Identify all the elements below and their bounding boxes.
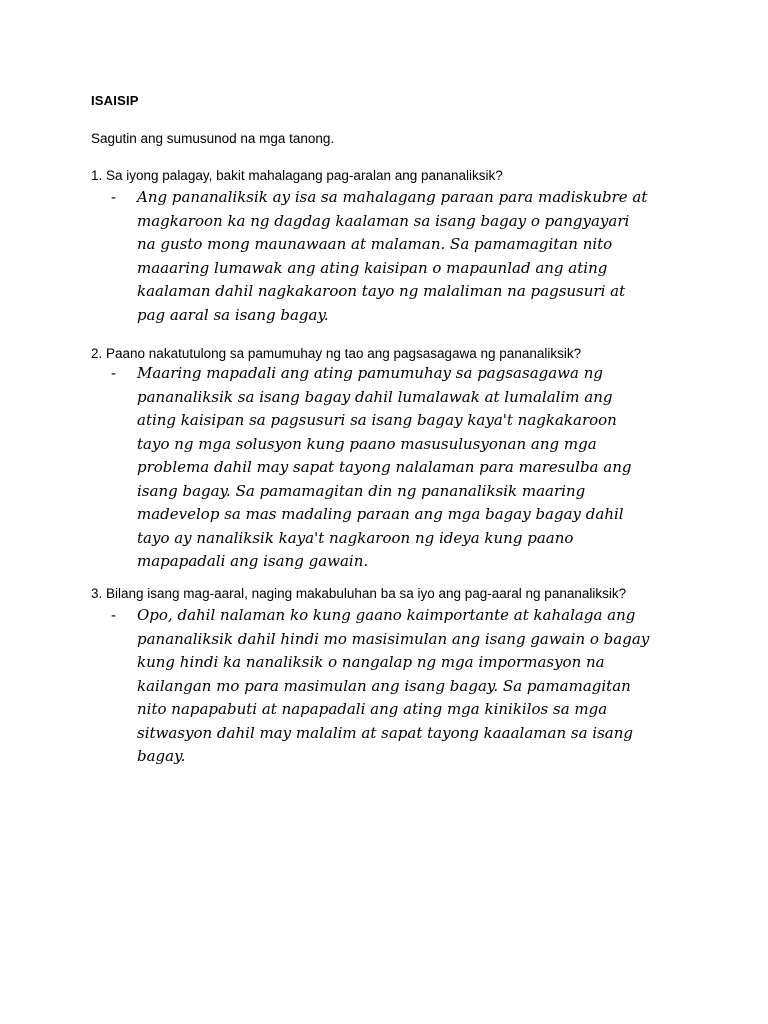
question-2: 2. Paano nakatutulong sa pamumuhay ng tao ang pagsasagawa ng pananaliksik? bbox=[91, 346, 582, 361]
bullet-dash: - bbox=[111, 365, 116, 382]
answer-1 bbox=[111, 186, 671, 327]
answer-1-text: Ang pananaliksik ay isa sa mahalagang paraan para madiskubre at magkaroon ka ng dagdag kaalaman sa isang bagay o pangyayari na gusto mong maunawaan at malaman. Sa pamamagitan nito maaaring lumawak ang ating kaisipan o mapaunlad ang ating kaalaman dahil nagkakaroon tayo ng malaliman na pagsusuri at pag aaral sa isang bagay. bbox=[137, 188, 648, 324]
question-3: 3. Bilang isang mag-aaral, naging makabuluhan ba sa iyo ang pag-aaral ng pananaliksik? bbox=[91, 586, 627, 601]
question-1: 1. Sa iyong palagay, bakit mahalagang pag-aralan ang pananaliksik? bbox=[91, 168, 503, 183]
section-heading: ISAISIP bbox=[91, 93, 139, 108]
bullet-dash: - bbox=[111, 189, 116, 206]
answer-2 bbox=[111, 362, 671, 574]
bullet-dash: - bbox=[111, 607, 116, 624]
answer-3 bbox=[111, 604, 671, 769]
answer-3-text: Opo, dahil nalaman ko kung gaano kaimportante at kahalaga ang pananaliksik dahil hindi mo masisimulan ang isang gawain o bagay kung hindi ka nanaliksik o nangalap ng mga impormasyon na kailangan mo para masimulan ang isang bagay. Sa pamamagitan nito napapabuti at napapadali ang ating mga kinikilos sa mga sitwasyon dahil may malalim at sapat tayong kaaalaman sa isang bagay. bbox=[137, 606, 650, 765]
answer-2-text: Maaring mapadali ang ating pamumuhay sa pagsasagawa ng pananaliksik sa isang bagay dahil lumalawak at lumalalim ang ating kaisipan sa pagsusuri sa isang bagay kaya't nagkakaroon tayo ng mga solusyon kung paano masusulusyonan ang mga problema dahil may sapat tayong nalalaman para maresulba ang isang bagay. Sa pamamagitan din ng pananaliksik maaring madevelop sa mas madaling paraan ang mga bagay bagay dahil tayo ay nanaliksik kaya't nagkaroon ng ideya kung paano mapapadali ang isang gawain. bbox=[137, 364, 632, 570]
instruction-text: Sagutin ang sumusunod na mga tanong. bbox=[91, 131, 335, 146]
